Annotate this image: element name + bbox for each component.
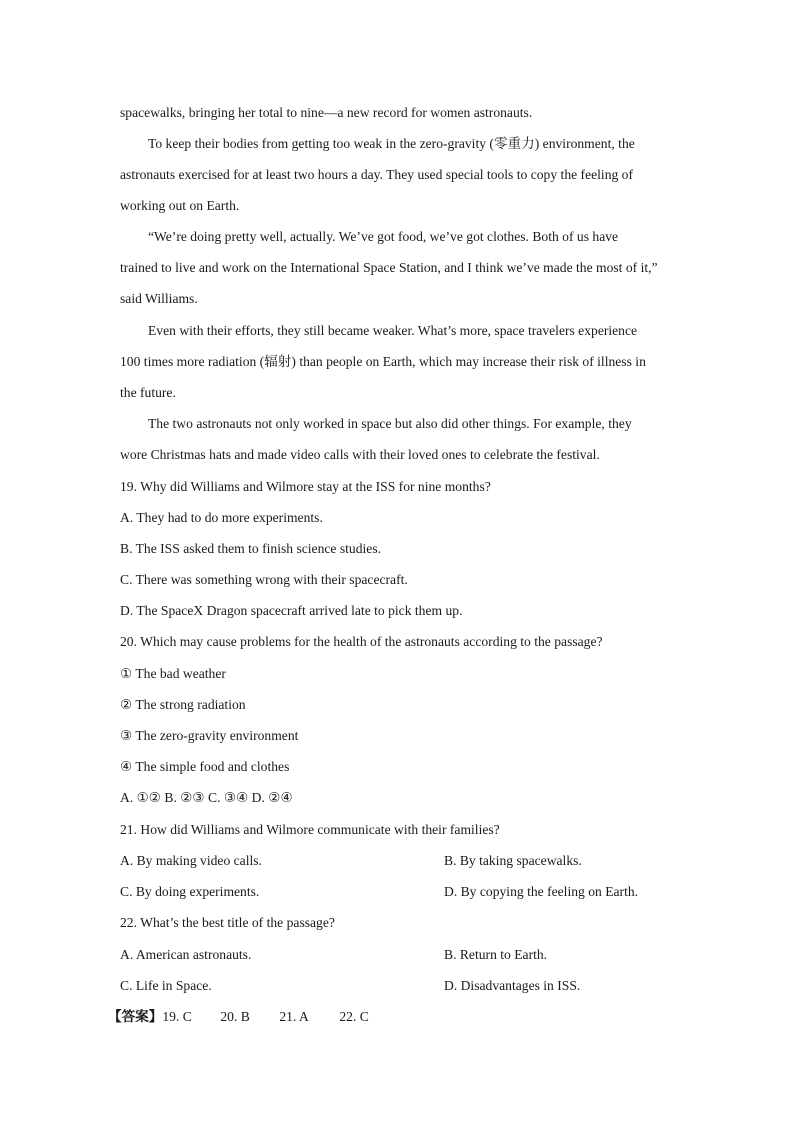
question-21-option-b: B. By taking spacewalks. (444, 853, 582, 868)
passage-line: the future. (120, 385, 176, 400)
passage-line: 100 times more radiation (辐射) than people on Earth, which may increase their risk of illness in (120, 354, 646, 369)
question-19-option-d: D. The SpaceX Dragon spacecraft arrived late to pick them up. (120, 603, 463, 618)
question-19-option-b: B. The ISS asked them to finish science studies. (120, 541, 382, 556)
question-21-option-c: C. By doing experiments. (120, 884, 260, 899)
question-22-option-d: D. Disadvantages in ISS. (444, 978, 581, 993)
passage-line: working out on Earth. (120, 198, 240, 213)
question-20-options: A. ①② B. ②③ C. ③④ D. ②④ (120, 790, 293, 805)
question-22-option-a: A. American astronauts. (120, 947, 252, 962)
passage-line: astronauts exercised for at least two hours a day. They used special tools to copy the feeling of (120, 167, 634, 182)
passage-line: Even with their efforts, they still became weaker. What’s more, space travelers experience (148, 323, 638, 338)
answer-key (108, 1008, 369, 1026)
question-19-stem: 19. Why did Williams and Wilmore stay at the ISS for nine months? (120, 479, 491, 494)
question-21-option-a: A. By making video calls. (120, 853, 262, 868)
question-22-option-c: C. Life in Space. (120, 978, 212, 993)
question-21-stem: 21. How did Williams and Wilmore communicate with their families? (120, 822, 500, 837)
passage-line: spacewalks, bringing her total to nine—a new record for women astronauts. (120, 105, 533, 120)
passage-line: trained to live and work on the International Space Station, and I think we’ve made the most of it,” (120, 260, 658, 275)
answer-19: 19. C (162, 1009, 192, 1024)
answer-21: 21. A (279, 1009, 309, 1024)
question-20-item-1: ① The bad weather (120, 666, 226, 681)
passage-line: said Williams. (120, 291, 198, 306)
answer-22: 22. C (339, 1009, 369, 1024)
passage-line: The two astronauts not only worked in space but also did other things. For example, they (148, 416, 632, 431)
answer-tag: 【答案】 (108, 1009, 163, 1024)
passage-line: “We’re doing pretty well, actually. We’ve got food, we’ve got clothes. Both of us have (148, 229, 619, 244)
question-20-item-2: ② The strong radiation (120, 697, 246, 712)
question-20-stem: 20. Which may cause problems for the health of the astronauts according to the passage? (120, 634, 603, 649)
question-19-option-c: C. There was something wrong with their spacecraft. (120, 572, 408, 587)
answer-20: 20. B (220, 1009, 250, 1024)
passage-line: To keep their bodies from getting too weak in the zero-gravity (零重力) environment, the (148, 136, 635, 151)
question-20-item-3: ③ The zero-gravity environment (120, 728, 299, 743)
question-20-item-4: ④ The simple food and clothes (120, 759, 290, 774)
question-19-option-a: A. They had to do more experiments. (120, 510, 323, 525)
question-21-option-d: D. By copying the feeling on Earth. (444, 884, 639, 899)
question-22-stem: 22. What’s the best title of the passage? (120, 915, 335, 930)
passage-line: wore Christmas hats and made video calls with their loved ones to celebrate the festival. (120, 447, 600, 462)
question-22-option-b: B. Return to Earth. (444, 947, 548, 962)
